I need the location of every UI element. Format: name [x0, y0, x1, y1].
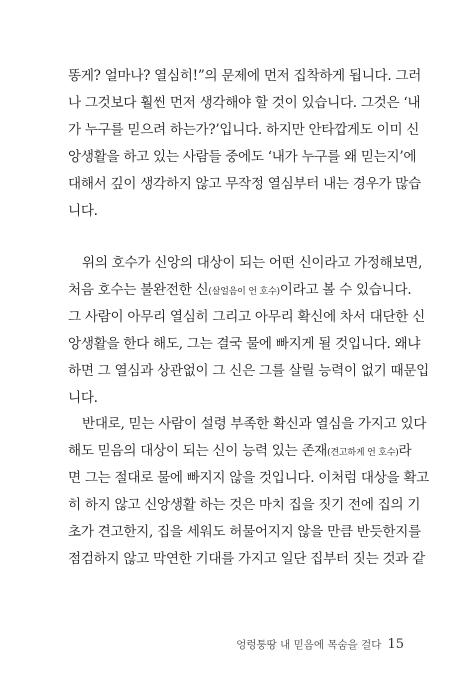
page-footer — [236, 637, 404, 652]
text-line: 반대로, 믿는 사람이 설령 부족한 확신과 열심을 가지고 있다 — [82, 416, 427, 432]
text-line: 초가 견고한지, 집을 세워도 허물어지지 않을 만큼 반듯한지를 — [68, 524, 421, 540]
text-line: 앙생활을 한다 해도, 그는 결국 물에 빠지게 될 것입니다. 왜냐 — [68, 336, 421, 352]
text-line: 앙생활을 하고 있는 사람들 중에도 ‘내가 누구를 왜 믿는지’에 — [68, 149, 417, 165]
annotation-text: (살얼음이 언 호수) — [208, 287, 280, 297]
line-text: 라 — [398, 443, 412, 459]
annotation-text: (견고하게 언 호수) — [327, 448, 399, 458]
text-line: 니다. — [68, 390, 98, 406]
text-line: 니다. — [68, 203, 98, 219]
text-line — [68, 280, 412, 300]
line-text: 해도 믿음의 대상이 되는 신이 능력 있는 존재 — [68, 443, 328, 459]
line-text: 처음 호수는 불완전한 신 — [68, 282, 209, 298]
running-title: 엉렁퉁땅 내 믿음에 목숨을 걸다 — [236, 639, 382, 651]
text-line: 점검하지 않고 막연한 기대를 가지고 일단 집부터 짓는 것과 같 — [68, 551, 425, 567]
text-line: 면 그는 절대로 물에 빠지지 않을 것입니다. 이처럼 대상을 확고 — [68, 470, 429, 486]
text-line — [68, 441, 412, 461]
line-text: 이라고 볼 수 있습니다. — [279, 282, 412, 298]
text-line: 위의 호수가 신앙의 대상이 되는 어떤 신이라고 가정해보면, — [82, 255, 423, 271]
text-line: 똥게? 얼마나? 열심히!”의 문제에 먼저 집착하게 됩니다. 그러 — [68, 68, 422, 84]
text-line: 히 하지 않고 신앙생활 하는 것은 마치 집을 짓기 전에 집의 기 — [68, 497, 421, 513]
text-line: 하면 그 열심과 상관없이 그 신은 그를 살릴 능력이 없기 때문입 — [68, 363, 429, 379]
text-line: 그 사람이 아무리 열심히 그리고 아무리 확신에 차서 대단한 신 — [68, 309, 425, 325]
text-line: 대해서 깊이 생각하지 않고 무작정 열심부터 내는 경우가 많습 — [68, 176, 421, 192]
text-line: 가 누구를 믿으려 하는가?’입니다. 하지만 안타깝게도 이미 신 — [68, 122, 420, 138]
text-line: 나 그것보다 훨씬 먼저 생각해야 할 것이 있습니다. 그것은 ‘내 — [68, 95, 421, 111]
page-number: 15 — [387, 637, 404, 652]
